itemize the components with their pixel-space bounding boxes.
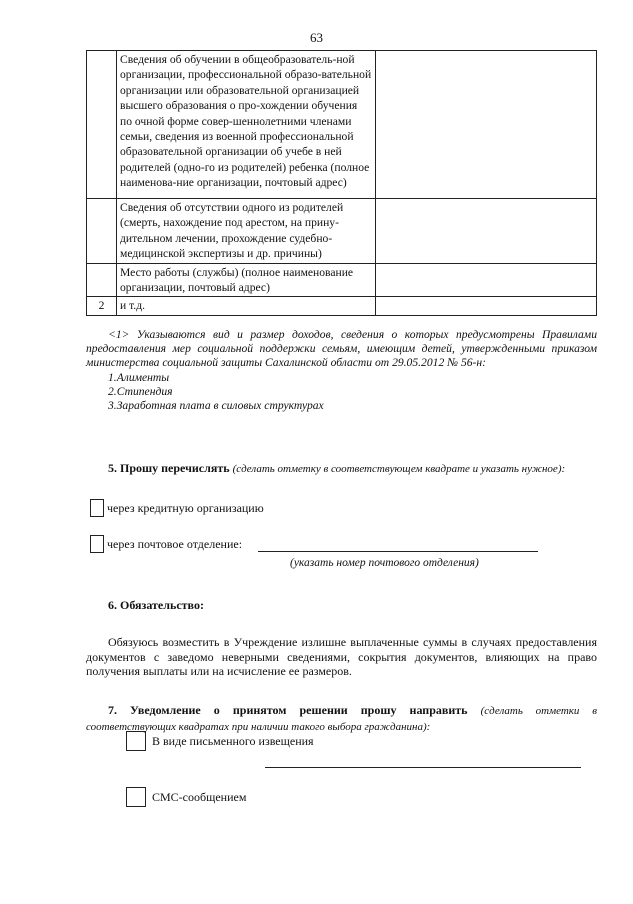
checkbox-bank[interactable] <box>90 499 104 517</box>
section-6-heading <box>86 598 597 613</box>
footnote-text: <1> Указываются вид и размер доходов, сведения о которых предусмотрены Правилами предоставления мер социальной поддержки семьям, имеющим детей, утвержденными приказом министерства социальной защиты Сахалинской области от 29.05.2012 № 56-н: <box>86 328 597 370</box>
section-5-title: 5. Прошу перечислять <box>108 461 230 475</box>
info-table <box>86 50 597 316</box>
row-description: Сведения об обучении в общеобразователь-ной организации, профессиональной образо-вательной организации или образовательной организацией высшего образования о про-хождении обучения по очной форме совер-шеннолетними членами семьи, сведения из военной профессиональной образовательной организации об учебе в ней родителей (одно-го из родителей) ребенка (полное наименова-ние организации, почтовый адрес) <box>117 51 376 199</box>
row-description: Сведения об отсутствии одного из родителей (смерть, нахождение под арестом, на прину-дительном лечении, прохождение судебно-медицинской экспертизы и др. причины) <box>117 199 376 264</box>
post-office-input-line[interactable] <box>258 551 538 552</box>
section-6-title: 6. Обязательство: <box>108 598 204 612</box>
row-value-cell[interactable] <box>376 199 597 264</box>
footnote-item: 1.Алименты <box>108 370 170 384</box>
option-post[interactable] <box>90 535 242 553</box>
option-post-label: через почтовое отделение: <box>107 536 243 551</box>
option-sms-label: СМС-сообщением <box>152 789 247 804</box>
row-number: 2 <box>87 297 117 315</box>
option-bank[interactable] <box>90 499 264 517</box>
section-7-hint: (сделать отметки в соответствующих квадратах при наличии такого выбора гражданина): <box>86 705 598 733</box>
table-row <box>87 263 597 297</box>
table-row <box>87 297 597 315</box>
section-5-heading <box>86 461 597 477</box>
section-7-title: 7. Уведомление о принятом решении прошу направить <box>108 703 468 717</box>
section-7-heading <box>86 703 597 734</box>
table-row <box>87 199 597 264</box>
checkbox-post[interactable] <box>90 535 104 553</box>
checkbox-sms[interactable] <box>126 787 146 807</box>
option-sms[interactable] <box>126 787 246 807</box>
option-letter[interactable] <box>126 731 314 751</box>
page-number: 63 <box>310 30 323 45</box>
row-description: Место работы (службы) (полное наименование организации, почтовый адрес) <box>117 263 376 297</box>
table-row <box>87 51 597 199</box>
row-value-cell[interactable] <box>376 51 597 199</box>
option-bank-label: через кредитную организацию <box>107 500 264 515</box>
row-description: и т.д. <box>117 297 376 315</box>
option-letter-label: В виде письменного извещения <box>152 733 314 748</box>
row-number <box>87 51 117 199</box>
row-number <box>87 199 117 264</box>
section-5-hint: (сделать отметку в соответствующем квадрате и указать нужное): <box>232 463 566 475</box>
footnote-item: 2.Стипендия <box>108 384 173 398</box>
row-value-cell[interactable] <box>376 297 597 315</box>
row-value-cell[interactable] <box>376 263 597 297</box>
footnote-item: 3.Заработная плата в силовых структурах <box>108 399 324 413</box>
section-6-text: Обязуюсь возместить в Учреждение излишне выплаченные суммы в случаях предоставления документов с заведомо неверными сведениями, сокрытия документов, влияющих на право получения выплаты или на исчисление ее размеров. <box>86 635 597 678</box>
letter-input-line[interactable] <box>265 767 581 768</box>
row-number <box>87 263 117 297</box>
footnote <box>86 328 597 413</box>
post-office-caption: (указать номер почтового отделения) <box>290 557 479 569</box>
checkbox-letter[interactable] <box>126 731 146 751</box>
